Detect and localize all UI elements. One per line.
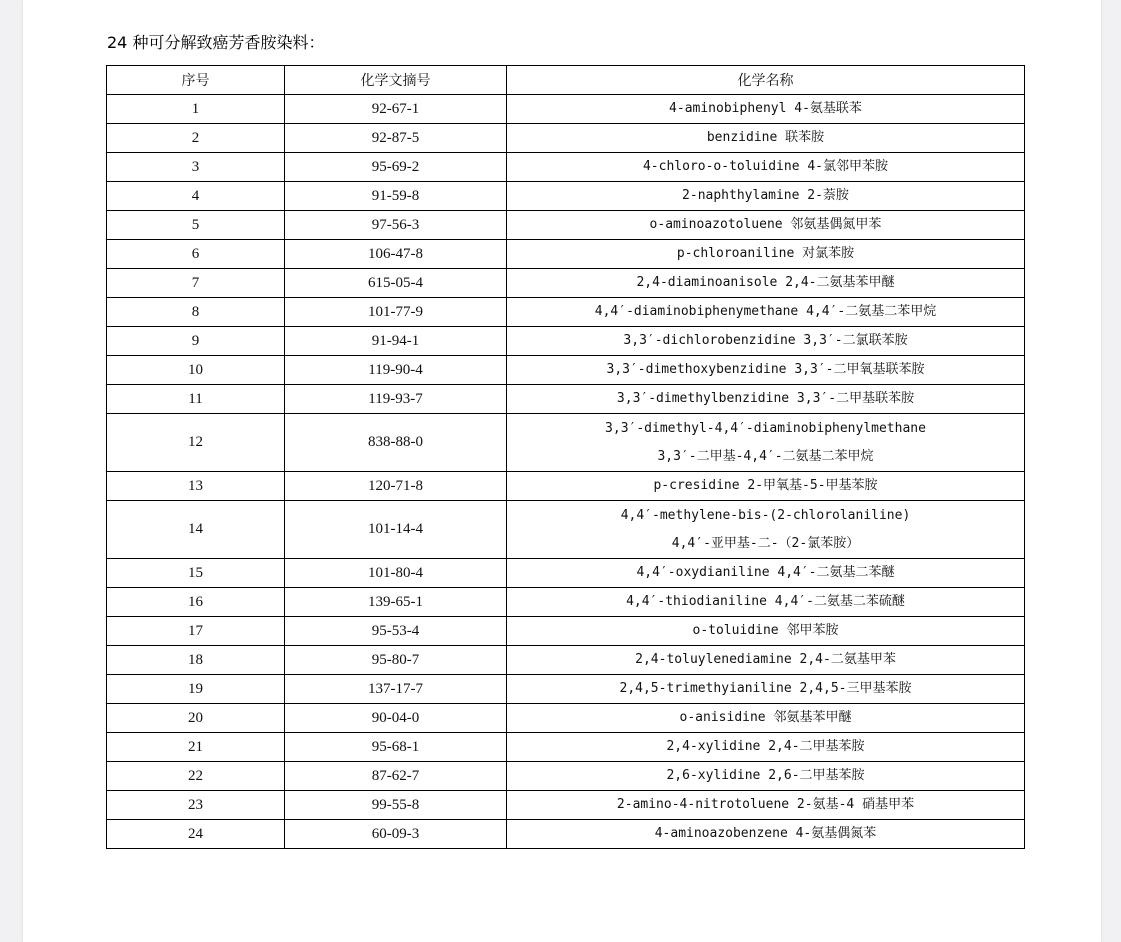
cas-number-cell: 92-67-1 [285,95,507,124]
chemical-name-cell: 4,4′-oxydianiline 4,4′-二氨基二苯醚 [507,559,1025,588]
serial-number-cell: 8 [107,298,285,327]
cas-number-cell: 106-47-8 [285,240,507,269]
serial-number-cell: 4 [107,182,285,211]
chemical-name-cell: o-toluidine 邻甲苯胺 [507,617,1025,646]
cas-number-cell: 119-93-7 [285,385,507,414]
table-row [107,588,1025,617]
chemical-name-cell: 2,4,5-trimethyianiline 2,4,5-三甲基苯胺 [507,675,1025,704]
table-row [107,240,1025,269]
serial-number-cell: 21 [107,733,285,762]
table-header-row [107,66,1025,95]
cas-number-cell: 90-04-0 [285,704,507,733]
table-row [107,327,1025,356]
cas-number-cell: 119-90-4 [285,356,507,385]
carcinogenic-amines-table [106,65,1025,849]
chemical-name-cell: 2,4-toluylenediamine 2,4-二氨基甲苯 [507,646,1025,675]
cas-number-cell: 120-71-8 [285,472,507,501]
serial-number-cell: 3 [107,153,285,182]
cas-number-cell: 91-59-8 [285,182,507,211]
table-row [107,385,1025,414]
serial-number-cell: 2 [107,124,285,153]
serial-number-cell: 11 [107,385,285,414]
table-row [107,356,1025,385]
table-row [107,211,1025,240]
table-row [107,791,1025,820]
chemical-name-cell: p-chloroaniline 对氯苯胺 [507,240,1025,269]
chemical-name-cell: 3,3′-dimethylbenzidine 3,3′-二甲基联苯胺 [507,385,1025,414]
serial-number-cell: 17 [107,617,285,646]
cas-number-cell: 95-53-4 [285,617,507,646]
cas-number-cell: 101-80-4 [285,559,507,588]
cas-number-cell: 97-56-3 [285,211,507,240]
serial-number-cell: 10 [107,356,285,385]
cas-number-cell: 92-87-5 [285,124,507,153]
table-row [107,617,1025,646]
chemical-name-cell: p-cresidine 2-甲氧基-5-甲基苯胺 [507,472,1025,501]
chemical-name-cell: benzidine 联苯胺 [507,124,1025,153]
table-row [107,472,1025,501]
cas-number-cell: 95-80-7 [285,646,507,675]
header-chemical-name: 化学名称 [507,66,1025,95]
chemical-name-cell: 2-amino-4-nitrotoluene 2-氨基-4 硝基甲苯 [507,791,1025,820]
table-row [107,414,1025,472]
chemical-name-cell: 4-chloro-o-toluidine 4-氯邻甲苯胺 [507,153,1025,182]
chemical-name-line: 4,4′-亚甲基-二-（2-氯苯胺） [671,535,860,551]
cas-number-cell: 838-88-0 [285,414,507,472]
table-row [107,646,1025,675]
table-row [107,704,1025,733]
table-row [107,675,1025,704]
chemical-name-line: 3,3′-dimethyl-4,4′-diaminobiphenylmethane [605,420,926,436]
table-row [107,733,1025,762]
document-title: 24 种可分解致癌芳香胺染料： [107,33,325,52]
table-row [107,95,1025,124]
serial-number-cell: 7 [107,269,285,298]
serial-number-cell: 15 [107,559,285,588]
cas-number-cell: 101-14-4 [285,501,507,559]
serial-number-cell: 20 [107,704,285,733]
serial-number-cell: 12 [107,414,285,472]
chemical-name-cell: 4,4′-diaminobiphenymethane 4,4′-二氨基二苯甲烷 [507,298,1025,327]
serial-number-cell: 14 [107,501,285,559]
serial-number-cell: 18 [107,646,285,675]
chemical-name-cell: 2,4-xylidine 2,4-二甲基苯胺 [507,733,1025,762]
chemical-name-line: 3,3′-二甲基-4,4′-二氨基二苯甲烷 [657,448,874,464]
serial-number-cell: 23 [107,791,285,820]
chemical-name-cell: 4-aminoazobenzene 4-氨基偶氮苯 [507,820,1025,849]
chemical-name-cell: 4,4′-thiodianiline 4,4′-二氨基二苯硫醚 [507,588,1025,617]
chemical-name-cell: 2-naphthylamine 2-萘胺 [507,182,1025,211]
serial-number-cell: 13 [107,472,285,501]
chemical-name-cell [507,414,1025,472]
table-body [107,95,1025,849]
cas-number-cell: 615-05-4 [285,269,507,298]
chemical-name-cell: 2,6-xylidine 2,6-二甲基苯胺 [507,762,1025,791]
serial-number-cell: 24 [107,820,285,849]
chemical-name-cell: 3,3′-dimethoxybenzidine 3,3′-二甲氧基联苯胺 [507,356,1025,385]
serial-number-cell: 9 [107,327,285,356]
table-row [107,298,1025,327]
chemical-name-cell [507,501,1025,559]
serial-number-cell: 5 [107,211,285,240]
cas-number-cell: 95-69-2 [285,153,507,182]
cas-number-cell: 60-09-3 [285,820,507,849]
table-row [107,182,1025,211]
chemical-name-cell: 4-aminobiphenyl 4-氨基联苯 [507,95,1025,124]
table-row [107,501,1025,559]
cas-number-cell: 87-62-7 [285,762,507,791]
header-cas-number: 化学文摘号 [285,66,507,95]
table-row [107,820,1025,849]
header-serial-number: 序号 [107,66,285,95]
serial-number-cell: 16 [107,588,285,617]
cas-number-cell: 139-65-1 [285,588,507,617]
chemical-name-cell: 2,4-diaminoanisole 2,4-二氨基苯甲醚 [507,269,1025,298]
chemical-name-cell: o-anisidine 邻氨基苯甲醚 [507,704,1025,733]
chemical-name-cell: o-aminoazotoluene 邻氨基偶氮甲苯 [507,211,1025,240]
cas-number-cell: 101-77-9 [285,298,507,327]
table-row [107,762,1025,791]
chemical-name-cell: 3,3′-dichlorobenzidine 3,3′-二氯联苯胺 [507,327,1025,356]
cas-number-cell: 137-17-7 [285,675,507,704]
document-page [23,0,1101,942]
table-row [107,269,1025,298]
cas-number-cell: 95-68-1 [285,733,507,762]
cas-number-cell: 99-55-8 [285,791,507,820]
serial-number-cell: 1 [107,95,285,124]
chemical-name-line: 4,4′-methylene-bis-(2-chlorolaniline) [620,507,911,523]
table-row [107,153,1025,182]
table-row [107,559,1025,588]
table-row [107,124,1025,153]
serial-number-cell: 22 [107,762,285,791]
cas-number-cell: 91-94-1 [285,327,507,356]
serial-number-cell: 19 [107,675,285,704]
serial-number-cell: 6 [107,240,285,269]
